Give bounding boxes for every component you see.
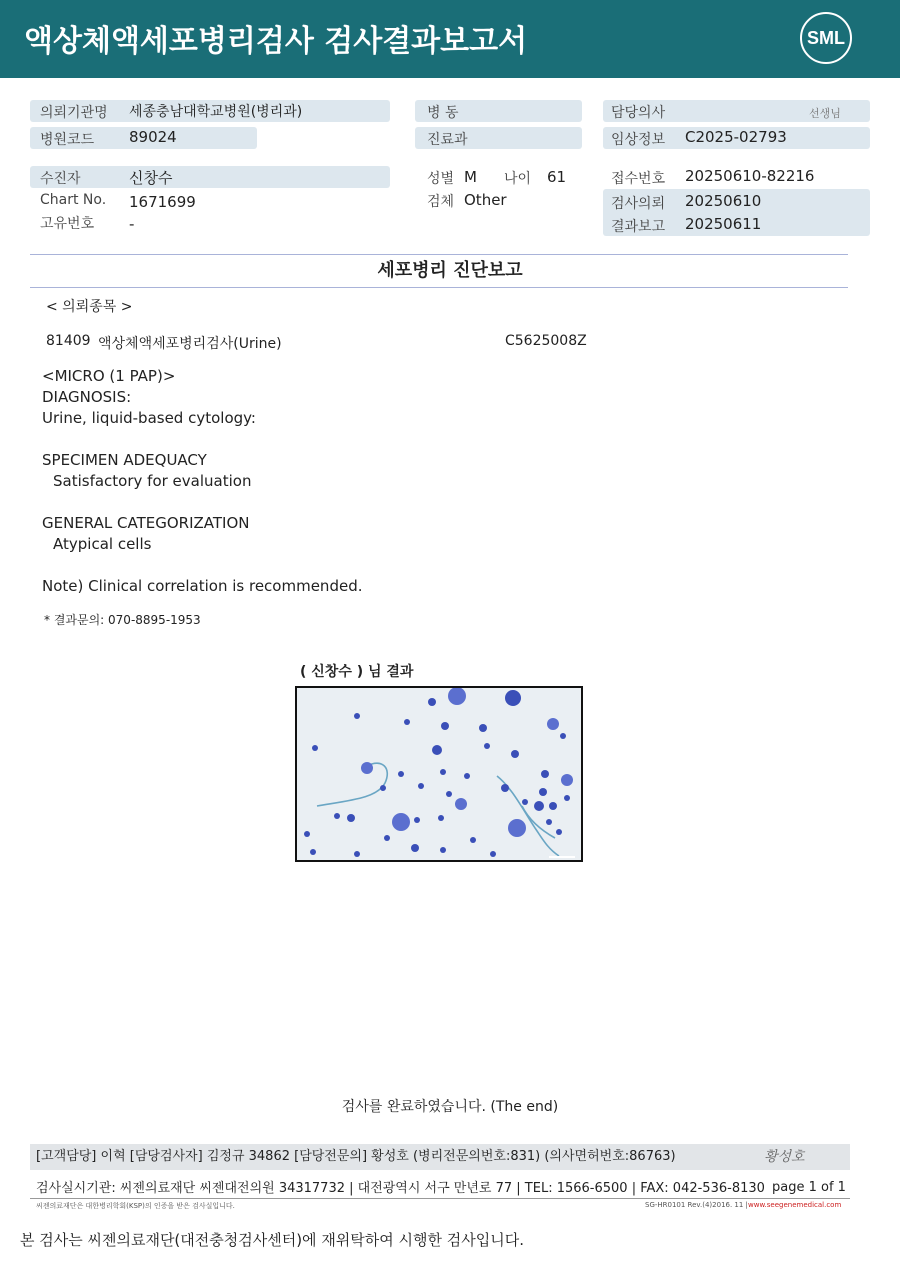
sex-label: 성별 — [427, 171, 455, 187]
clinical-label: 임상정보 — [611, 132, 666, 148]
report-header — [0, 0, 900, 78]
report-title: 액상체액세포병리검사 검사결과보고서 — [24, 24, 528, 59]
items-heading: < 의뢰종목 > — [46, 299, 133, 315]
request-value: 20250610 — [685, 192, 762, 210]
staff-text: [고객담당] 이혁 [담당검사자] 김정규 34862 [담당전문의] 황성호 (병리전문의번호:831) (의사면허번호:86763) — [36, 1149, 676, 1164]
doctor-suffix: 선생님 — [809, 107, 841, 120]
categorization-text: Atypical cells — [53, 535, 152, 553]
institution-line: 검사실시기관: 씨젠의료재단 씨젠대전의원 34317732 | 대전광역시 서구 만년로 77 | TEL: 1566-6500 | FAX: 042-536-8130 — [36, 1181, 765, 1196]
age-value: 61 — [547, 168, 567, 186]
footer-divider — [30, 1198, 850, 1199]
website-link[interactable]: www.seegenemedical.com — [748, 1201, 842, 1209]
section-title: 세포병리 진단보고 — [377, 260, 523, 281]
image-caption: ( 신창수 ) 님 결과 — [300, 664, 414, 680]
cytology-micrograph — [297, 688, 581, 860]
hospital-code-label: 병원코드 — [40, 132, 95, 148]
diagnosis-heading: DIAGNOSIS: — [42, 388, 132, 406]
certification-note: 씨젠의료재단은 대한병리학회(KSP)의 인증을 받은 검사실입니다. — [36, 1202, 235, 1210]
receipt-label: 접수번호 — [611, 171, 666, 187]
categorization-heading: GENERAL CATEGORIZATION — [42, 514, 250, 532]
sex-value: M — [464, 168, 477, 186]
report-date-value: 20250611 — [685, 215, 762, 233]
diagnosis-text: Urine, liquid-based cytology: — [42, 409, 256, 427]
requesting-org-value: 세종충남대학교병원(병리과) — [129, 104, 303, 120]
adequacy-text: Satisfactory for evaluation — [53, 472, 252, 490]
chart-no-label: Chart No. — [40, 192, 107, 208]
title-rule-bottom — [30, 287, 848, 288]
age-label: 나이 — [504, 171, 532, 187]
test-ref: C5625008Z — [505, 333, 587, 349]
test-name: 액상체액세포병리검사(Urine) — [98, 336, 282, 352]
specimen-value: Other — [464, 191, 507, 209]
end-text: 검사를 완료하였습니다. (The end) — [341, 1099, 559, 1115]
report-date-label: 결과보고 — [611, 219, 666, 235]
inquiry-text: * 결과문의: 070-8895-1953 — [44, 613, 201, 627]
patient-row — [30, 166, 390, 188]
form-code: SG-HR0101 Rev.(4)2016. 11 | — [645, 1201, 748, 1209]
micro-line: <MICRO (1 PAP)> — [42, 367, 176, 385]
clinical-value: C2025-02793 — [685, 128, 787, 146]
bottom-note: 본 검사는 씨젠의료재단(대전충청검사센터)에 재위탁하여 시행한 검사입니다. — [20, 1231, 524, 1249]
specimen-label: 검체 — [427, 194, 455, 210]
signature: 황성호 — [764, 1149, 805, 1165]
page-number: page 1 of 1 — [772, 1180, 846, 1195]
adequacy-heading: SPECIMEN ADEQUACY — [42, 451, 207, 469]
test-code: 81409 — [46, 333, 91, 349]
hospital-code-value: 89024 — [129, 128, 177, 146]
ward-label: 병 동 — [427, 105, 459, 121]
patient-value: 신창수 — [129, 169, 173, 187]
cytology-image — [295, 686, 583, 862]
unique-no-label: 고유번호 — [40, 216, 95, 232]
title-rule-top — [30, 254, 848, 255]
requesting-org-label: 의뢰기관명 — [40, 105, 108, 121]
dept-label: 진료과 — [427, 132, 468, 148]
chart-no-value: 1671699 — [129, 193, 196, 211]
request-label: 검사의뢰 — [611, 196, 666, 212]
unique-no-value: - — [129, 215, 135, 233]
sml-logo: SML — [800, 12, 852, 64]
staff-bar — [30, 1144, 850, 1170]
receipt-value: 20250610-82216 — [685, 167, 815, 185]
patient-label: 수진자 — [40, 171, 81, 187]
doctor-label: 담당의사 — [611, 105, 666, 121]
note-text: Note) Clinical correlation is recommended. — [42, 577, 363, 595]
